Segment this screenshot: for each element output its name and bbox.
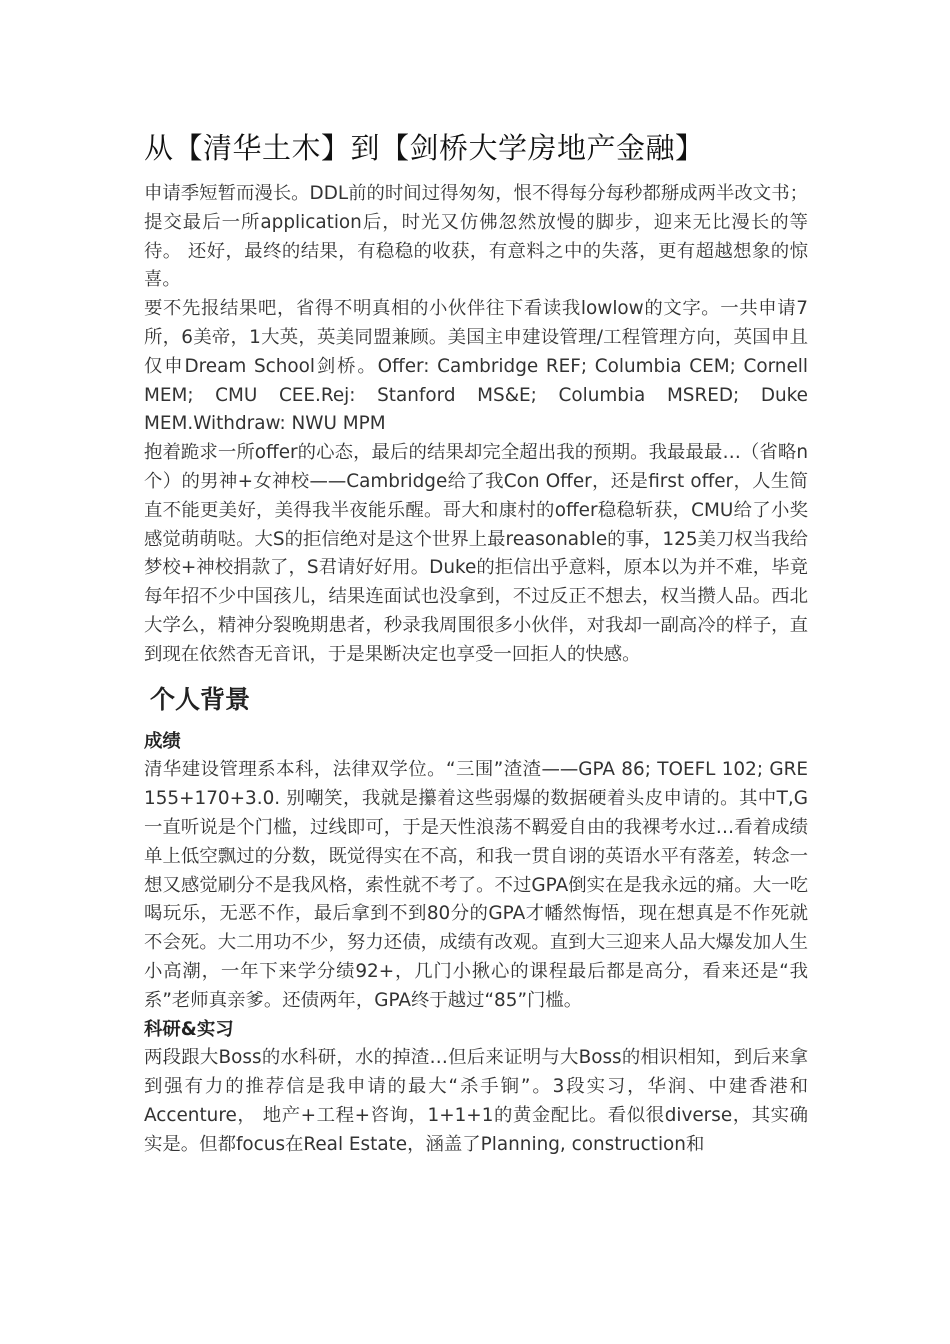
grades-paragraph: 清华建设管理系本科，法律双学位。“三围”渣渣——GPA 86; TOEFL 102; GRE 155+170+3.0. 别嘲笑，我就是攥着这些弱爆的数据硬着头皮申请的。其中T,G一直听说是个门槛，过线即可，于是天性浪荡不羁爱自由的我裸考水过…看着成绩单上低空飘过的分数，既觉得实在不高，和我一贯自诩的英语水平有落差，转念一想又感觉刷分不是我风格，索性就不考了。不过GPA倒实在是我永远的痛。大一吃喝玩乐，无恶不作，最后拿到不到80分的GPA才幡然悔悟，现在想真是不作死就不会死。大二用功不少，努力还债，成绩有改观。直到大三迎来人品大爆发加人生小高潮，一年下来学分绩92+，几门小揪心的课程最后都是高分，看来还是“我系”老师真亲爹。还债两年，GPA终于越过“85”门槛。 [144,759,808,1011]
intro-paragraph-2: 要不先报结果吧，省得不明真相的小伙伴往下看读我lowlow的文字。一共申请7所，6美帝，1大英，英美同盟兼顾。美国主申建设管理/工程管理方向，英国申且仅申Dream School剑桥。Offer: Cambridge REF; Columbia CEM; Cornell MEM; CMU CEE.Rej: Stanford MS&E; Columbia MSRED; Duke MEM.Withdraw: NWU MPM [144,298,808,435]
intro-paragraph-1: 申请季短暂而漫长。DDL前的时间过得匆匆，恨不得每分每秒都掰成两半改文书；提交最后一所application后，时光又仿佛忽然放慢的脚步，迎来无比漫长的等待。 还好，最终的结果，有稳稳的收获，有意料之中的失落，更有超越想象的惊喜。 [144,183,808,291]
section-heading-background: 个人背景 [150,684,251,714]
sub-heading-grades: 成绩 [144,730,181,752]
intro-paragraph-3: 抱着跪求一所offer的心态，最后的结果却完全超出我的预期。我最最最…（省略n个）的男神+女神校——Cambridge给了我Con Offer，还是first offer，人生简直不能更美好，美得我半夜能乐醒。哥大和康村的offer稳稳斩获，CMU给了小奖感觉萌萌哒。大S的拒信绝对是这个世界上最reasonable的事，125美刀权当我给梦校+神校捐款了，S君请好好用。Duke的拒信出乎意料，原本以为并不难，毕竟每年招不少中国孩儿，结果连面试也没拿到，不过反正不想去，权当攒人品。西北大学么，精神分裂晚期患者，秒录我周围很多小伙伴，对我却一副高冷的样子，直到现在依然杳无音讯，于是果断决定也享受一回拒人的快感。 [144,442,808,665]
research-paragraph: 两段跟大Boss的水科研，水的掉渣…但后来证明与大Boss的相识相知，到后来拿到强有力的推荐信是我申请的最大“杀手锏”。3段实习，华润、中建香港和Accenture， 地产+工程+咨询，1+1+1的黄金配比。看似很diverse，其实确实是。但都focus在Real Estate，涵盖了Planning, construction和 [144,1047,808,1155]
sub-heading-research: 科研&实习 [144,1018,234,1040]
document-page [144,126,808,1160]
document-title: 从【清华土木】到【剑桥大学房地产金融】 [144,131,705,165]
